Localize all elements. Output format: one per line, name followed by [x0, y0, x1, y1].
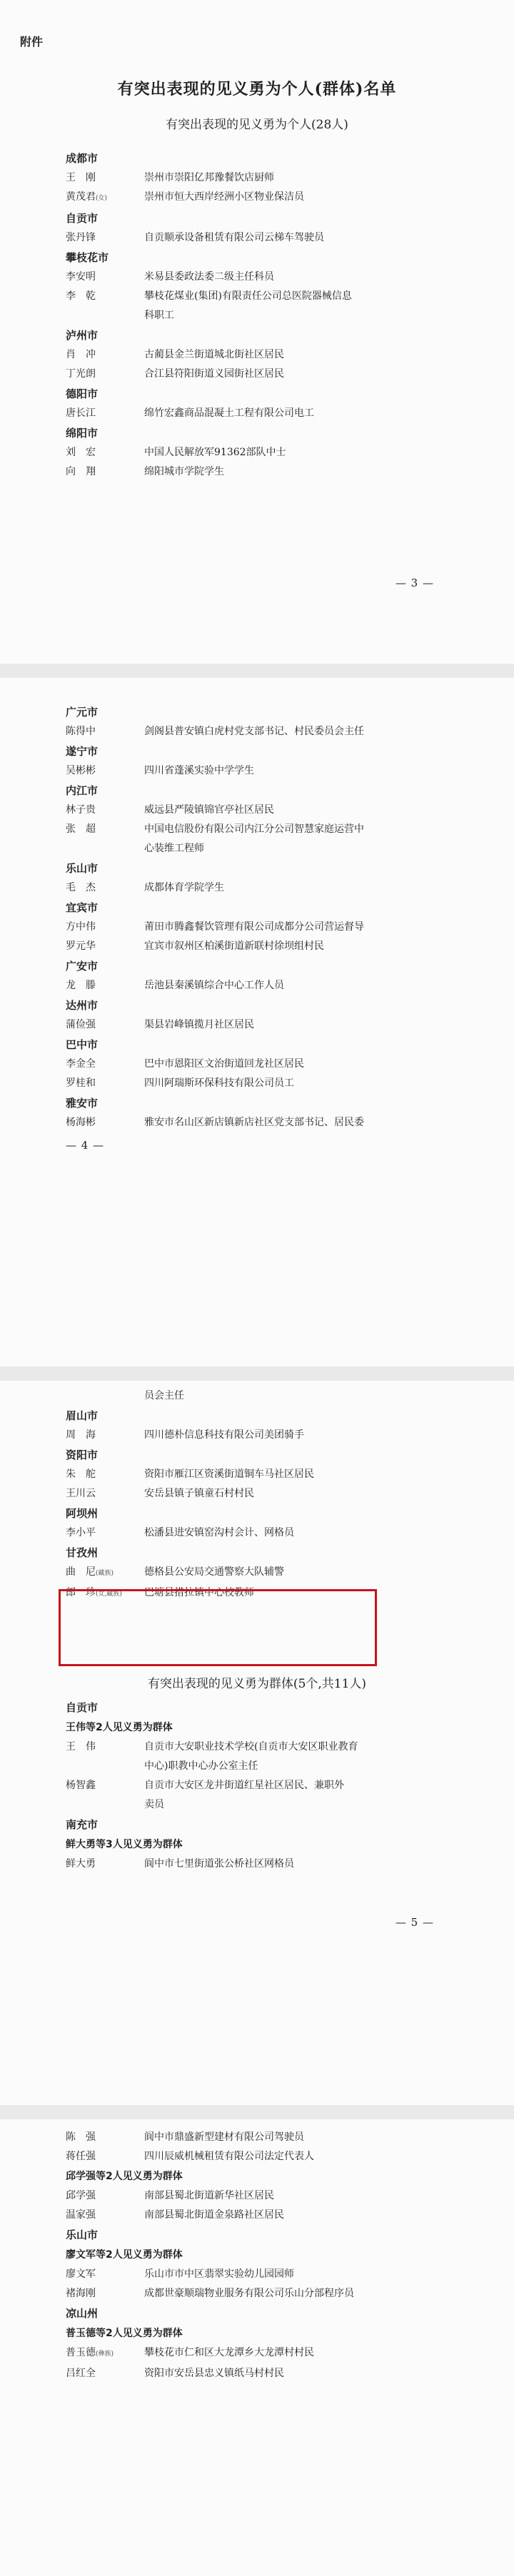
person-row: [66, 761, 465, 781]
person-description: 成都世豪顺瑞物业服务有限公司乐山分部程序员: [144, 2288, 354, 2299]
person-name: [66, 2364, 144, 2383]
person-description: 中国电信股份有限公司内江分公司智慧家庭运营中: [144, 823, 364, 835]
city-heading: 巴中市: [66, 1038, 99, 1051]
group-list: [66, 2128, 465, 2383]
person-name: [66, 1426, 144, 1445]
person-row: [66, 2206, 465, 2225]
person-description: 古蔺县金兰街道城北街社区居民: [144, 349, 284, 360]
person-row: [66, 722, 465, 741]
person-name: [66, 2265, 144, 2284]
person-description: 绵阳城市学院学生: [144, 466, 224, 477]
person-description: 四川德朴信息科技有限公司美团骑手: [144, 1429, 304, 1441]
person-row: [66, 1776, 465, 1795]
person-description: 米易县委政法委二级主任科员: [144, 271, 274, 283]
person-description: 宜宾市叙州区柏溪街道新联村徐坝组村民: [144, 940, 324, 952]
person-name: [66, 2343, 144, 2364]
person-description: 绵竹宏鑫商品混凝土工程有限公司电工: [144, 407, 314, 419]
city-heading: 绵阳市: [66, 427, 99, 440]
person-name-text: 普玉德: [66, 2347, 96, 2358]
person-name: [66, 1015, 144, 1035]
person-description: 雅安市名山区新店镇新店社区党支部书记、居民委: [144, 1117, 364, 1128]
description-continuation: 中心)职教中心办公室主任: [144, 1760, 258, 1772]
person-name-text: 陈得中: [66, 726, 96, 737]
person-row: [66, 976, 465, 995]
person-name: [66, 287, 144, 306]
person-row: [66, 443, 465, 462]
group-subtitle: 有突出表现的见义勇为群体(5个,共11人): [147, 1677, 367, 1691]
person-row: [66, 2284, 465, 2303]
person-row: [66, 2186, 465, 2206]
person-row: [66, 2147, 465, 2166]
person-name: [66, 228, 144, 248]
person-row: [66, 918, 465, 937]
city-heading: 泸州市: [66, 329, 99, 342]
document-page-5: [0, 1381, 514, 2105]
person-name: [66, 2206, 144, 2225]
person-name: [66, 820, 144, 839]
person-name: [66, 1738, 144, 1757]
city-heading: 德阳市: [66, 387, 99, 400]
person-row: [66, 1074, 465, 1093]
person-name-text: 王 刚: [66, 172, 96, 183]
person-name-text: 温家强: [66, 2209, 96, 2221]
page-number: — 4 —: [66, 1139, 105, 1152]
attachment-label: 附件: [20, 35, 44, 49]
individual-list: [66, 148, 465, 482]
person-name-text: 李小平: [66, 1527, 96, 1538]
city-heading: 南充市: [66, 1818, 99, 1831]
person-name: [66, 1055, 144, 1074]
city-heading: 成都市: [66, 152, 99, 165]
ethnicity-gender-tag: (女): [96, 195, 108, 202]
person-name: [66, 761, 144, 781]
person-name: [66, 918, 144, 937]
person-name: [66, 268, 144, 287]
person-name-text: 张丹锋: [66, 232, 96, 243]
city-heading: 宜宾市: [66, 901, 99, 914]
person-name: [66, 188, 144, 208]
person-description: 崇州市恒大西岸经洲小区物业保洁员: [144, 191, 304, 203]
group-heading: 鲜大勇等3人见义勇为群体: [66, 1839, 183, 1850]
person-name: [66, 1776, 144, 1795]
city-heading: 眉山市: [66, 1409, 99, 1422]
person-name-text: 曲 尼: [66, 1566, 96, 1578]
person-description: 中国人民解放军91362部队中士: [144, 447, 286, 458]
city-heading: 内江市: [66, 784, 99, 797]
person-name: [66, 1465, 144, 1484]
person-row: [66, 1523, 465, 1543]
person-name-text: 蒋任强: [66, 2151, 96, 2162]
person-name: [66, 937, 144, 956]
person-name-text: 张 超: [66, 823, 96, 835]
person-name-text: 邱学强: [66, 2190, 96, 2201]
person-name-text: 吕红全: [66, 2368, 96, 2379]
person-name: [66, 878, 144, 898]
person-row: [66, 268, 465, 287]
person-row: [66, 1563, 465, 1583]
person-name: [66, 2128, 144, 2147]
page-gap: [0, 1366, 514, 1381]
person-name: [66, 345, 144, 365]
person-name-text: 黄茂君: [66, 191, 96, 203]
person-row: [66, 1426, 465, 1445]
person-name: [66, 2186, 144, 2206]
person-row: [66, 937, 465, 956]
person-name-text: 郎 珍: [66, 1587, 96, 1598]
person-name: [66, 2284, 144, 2303]
person-row: [66, 345, 465, 365]
person-row: [66, 801, 465, 820]
person-name-text: 鲜大勇: [66, 1858, 96, 1870]
person-description: 四川省蓬溪实验中学学生: [144, 765, 254, 776]
person-name: [66, 722, 144, 741]
page-gap: [0, 2105, 514, 2119]
person-row: [66, 1113, 465, 1132]
person-row: [66, 2364, 465, 2383]
person-name: [66, 1074, 144, 1093]
person-row: [66, 2343, 465, 2364]
person-description: 乐山市市中区翡翠实验幼儿园园师: [144, 2268, 294, 2280]
person-name: [66, 168, 144, 188]
person-row: [66, 820, 465, 839]
description-continuation: 卖员: [144, 1799, 164, 1810]
person-name-text: 李 乾: [66, 290, 96, 302]
person-name-text: 罗桂和: [66, 1077, 96, 1089]
person-name-text: 李金全: [66, 1058, 96, 1070]
person-name: [66, 2147, 144, 2166]
city-heading: 达州市: [66, 999, 99, 1012]
city-heading: 凉山州: [66, 2307, 99, 2320]
ethnicity-gender-tag: (藏族): [96, 1570, 114, 1577]
person-description: 攀枝花煤业(集团)有限责任公司总医院器械信息: [144, 290, 352, 302]
person-name-text: 方中伟: [66, 921, 96, 933]
group-heading: 廖文军等2人见义勇为群体: [66, 2249, 183, 2261]
person-name-text: 毛 杰: [66, 882, 96, 893]
person-name: [66, 365, 144, 384]
person-name: [66, 1484, 144, 1503]
person-row: [66, 1015, 465, 1035]
person-name: [66, 1523, 144, 1543]
person-name-text: 杨智鑫: [66, 1780, 96, 1791]
person-row: [66, 2265, 465, 2284]
person-name: [66, 462, 144, 482]
document-page-4: [0, 678, 514, 1366]
person-row: [66, 1465, 465, 1484]
ethnicity-gender-tag: (女,藏族): [96, 1591, 122, 1598]
person-name-text: 向 翔: [66, 466, 96, 477]
person-row: [66, 168, 465, 188]
person-description: 渠县岩峰镇揽月社区居民: [144, 1019, 254, 1030]
person-description: 阆中市七里街道张公桥社区网格员: [144, 1858, 294, 1870]
highlight-box-ganzi: [59, 1589, 377, 1666]
person-name-text: 周 海: [66, 1429, 96, 1441]
person-description: 南部县蜀北街道新华社区居民: [144, 2190, 274, 2201]
person-description: 剑阁县普安镇白虎村党支部书记、村民委员会主任: [144, 726, 364, 737]
person-name: [66, 443, 144, 462]
person-name-text: 王川云: [66, 1488, 96, 1499]
page-gap: [0, 664, 514, 678]
city-heading: 攀枝花市: [66, 251, 109, 264]
person-row: [66, 188, 465, 208]
person-description: 莆田市腾鑫餐饮管理有限公司成都分公司营运督导: [144, 921, 364, 933]
ethnicity-gender-tag: (彝族): [96, 2351, 114, 2358]
person-row: [66, 287, 465, 306]
person-description: 德格县公安局交通警察大队辅警: [144, 1566, 284, 1578]
person-name-text: 肖 冲: [66, 349, 96, 360]
individual-list: [66, 702, 465, 1132]
page-number: — 5 —: [395, 1916, 434, 1929]
group-list: [66, 1698, 465, 1874]
document-title: 有突出表现的见义勇为个人(群体)名单: [117, 80, 397, 98]
person-name: [66, 976, 144, 995]
city-heading: 广元市: [66, 706, 99, 719]
person-name: [66, 404, 144, 423]
person-row: [66, 228, 465, 248]
person-description: 松潘县进安镇窑沟村会计、网格员: [144, 1527, 294, 1538]
person-row: [66, 1055, 465, 1074]
person-name-text: 唐长江: [66, 407, 96, 419]
person-name-text: 罗元华: [66, 940, 96, 952]
person-description: 阆中市鼎盛新型建材有限公司驾驶员: [144, 2131, 304, 2143]
person-description: 合江县符阳街道义园街社区居民: [144, 368, 284, 380]
person-name-text: 杨海彬: [66, 1117, 96, 1128]
description-continuation: 员会主任: [144, 1390, 184, 1401]
document-page-3: [0, 0, 514, 664]
person-description: 威远县严陵镇锦官亭社区居民: [144, 804, 274, 816]
city-heading: 乐山市: [66, 2228, 99, 2241]
person-description: 资阳市雁江区资溪街道铜车马社区居民: [144, 1469, 314, 1480]
person-name-text: 褚海刚: [66, 2288, 96, 2299]
person-name: [66, 1855, 144, 1874]
city-heading: 自贡市: [66, 212, 99, 225]
person-name-text: 蒲俭强: [66, 1019, 96, 1030]
person-row: [66, 404, 465, 423]
person-description: 自贡顺承设备租赁有限公司云梯车驾驶员: [144, 232, 324, 243]
person-name-text: 刘 宏: [66, 447, 96, 458]
person-description: 崇州市崇阳亿邦豫餐饮店厨师: [144, 172, 274, 183]
page-number: — 3 —: [395, 577, 434, 589]
individual-subtitle: 有突出表现的见义勇为个人(28人): [166, 118, 348, 132]
person-name: [66, 1563, 144, 1583]
person-row: [66, 462, 465, 482]
city-heading: 资阳市: [66, 1449, 99, 1461]
person-name-text: 王 伟: [66, 1741, 96, 1753]
person-name: [66, 801, 144, 820]
person-row: [66, 1484, 465, 1503]
person-row: [66, 1738, 465, 1757]
person-description: 岳池县秦溪镇综合中心工作人员: [144, 980, 284, 991]
person-name-text: 丁光朗: [66, 368, 96, 380]
person-name-text: 陈 强: [66, 2131, 96, 2143]
person-description: 攀枝花市仁和区大龙潭乡大龙潭村村民: [144, 2347, 314, 2358]
person-name-text: 吴彬彬: [66, 765, 96, 776]
person-row: [66, 2128, 465, 2147]
city-heading: 阿坝州: [66, 1507, 99, 1520]
city-heading: 自贡市: [66, 1701, 99, 1714]
person-description: 巴塘县措拉镇中心校教师: [144, 1587, 254, 1598]
document-page-6: [0, 2119, 514, 2576]
person-description: 自贡市大安职业技术学校(自贡市大安区职业教育: [144, 1741, 358, 1753]
city-heading: 遂宁市: [66, 745, 99, 758]
city-heading: 雅安市: [66, 1097, 99, 1110]
person-description: 自贡市大安区龙井街道红星社区居民、兼职外: [144, 1780, 344, 1791]
person-description: 资阳市安岳县忠义镇纸马村村民: [144, 2368, 284, 2379]
person-name-text: 朱 舵: [66, 1469, 96, 1480]
person-row: [66, 878, 465, 898]
person-description: 四川阿瑞斯环保科技有限公司员工: [144, 1077, 294, 1089]
individual-list: [66, 1386, 465, 1604]
person-description: 安岳县镇子镇童石村村民: [144, 1488, 254, 1499]
person-name-text: 林子贵: [66, 804, 96, 816]
description-continuation: 科职工: [144, 310, 174, 321]
description-continuation: 心装维工程师: [144, 843, 204, 854]
city-heading: 乐山市: [66, 862, 99, 875]
person-description: 四川辰威机械租赁有限公司法定代表人: [144, 2151, 314, 2162]
group-heading: 邱学强等2人见义勇为群体: [66, 2171, 183, 2182]
person-description: 南部县蜀北街道金泉路社区居民: [144, 2209, 284, 2221]
person-name-text: 廖文军: [66, 2268, 96, 2280]
person-row: [66, 365, 465, 384]
person-name: [66, 1113, 144, 1132]
group-heading: 普玉德等2人见义勇为群体: [66, 2328, 183, 2339]
person-row: [66, 1855, 465, 1874]
person-name-text: 龙 滕: [66, 980, 96, 991]
person-description: 巴中市恩阳区文治街道回龙社区居民: [144, 1058, 304, 1070]
city-heading: 甘孜州: [66, 1546, 99, 1559]
person-description: 成都体育学院学生: [144, 882, 224, 893]
group-heading: 王伟等2人见义勇为群体: [66, 1722, 173, 1733]
person-name-text: 李安明: [66, 271, 96, 283]
city-heading: 广安市: [66, 960, 99, 973]
